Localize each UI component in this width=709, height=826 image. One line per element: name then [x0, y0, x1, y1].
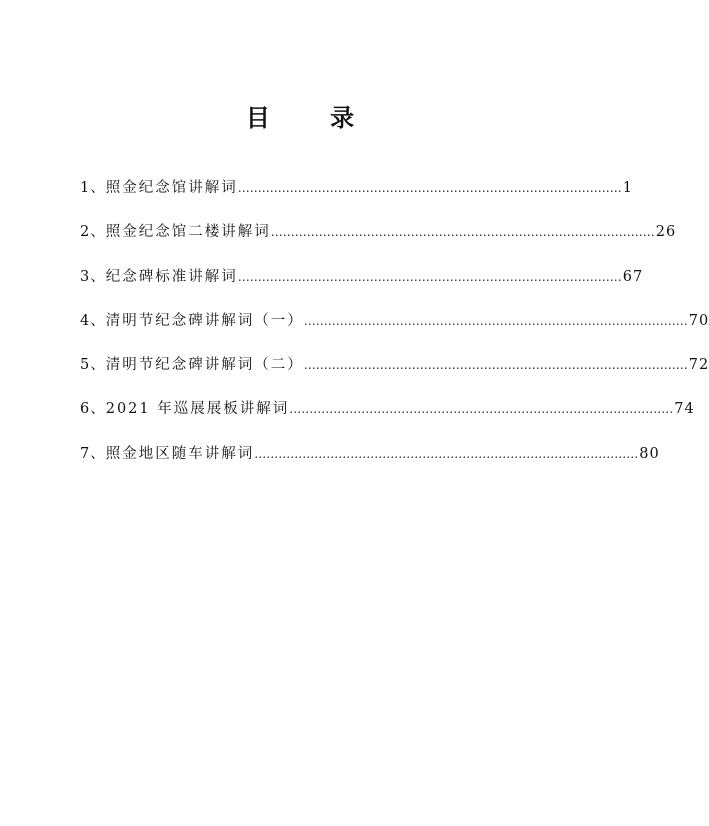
- toc-entry[interactable]: [80, 220, 677, 264]
- toc-entry-label: 2021 年巡展展板讲解词: [105, 401, 290, 418]
- toc-entry-number: 1、: [80, 180, 106, 196]
- toc-title: 目 录: [245, 104, 381, 132]
- toc-entry-label: 纪念碑标准讲解词: [105, 268, 238, 285]
- toc-entry[interactable]: [80, 442, 660, 486]
- table-of-contents: [80, 176, 709, 486]
- toc-entry-number: 5、: [80, 357, 106, 374]
- dot-leader: ……………………………………………………………………………………: [303, 358, 688, 373]
- toc-entry-number: 6、: [80, 401, 106, 418]
- toc-entry[interactable]: [80, 309, 709, 353]
- toc-entry-number: 2、: [80, 224, 106, 241]
- toc-entry-label: 清明节纪念碑讲解词（一）: [105, 312, 304, 329]
- toc-entry[interactable]: [80, 353, 709, 397]
- dot-leader: ……………………………………………………………………………………: [270, 225, 655, 240]
- dot-leader: ……………………………………………………………………………………: [237, 269, 622, 284]
- toc-entry-label: 照金纪念馆二楼讲解词: [105, 224, 271, 241]
- toc-entry-number: 7、: [80, 445, 106, 462]
- dot-leader: ……………………………………………………………………………………: [289, 402, 674, 417]
- dot-leader: ……………………………………………………………………………………: [254, 446, 639, 461]
- toc-entry-page: 74: [674, 401, 695, 418]
- toc-entry-number: 3、: [80, 268, 106, 285]
- toc-entry-label: 照金地区随车讲解词: [105, 445, 255, 462]
- toc-entry[interactable]: [80, 397, 695, 441]
- toc-entry[interactable]: [80, 265, 644, 309]
- dot-leader: ……………………………………………………………………………………: [237, 181, 622, 195]
- toc-entry-page: 26: [655, 224, 677, 241]
- toc-entry-page: 1: [622, 180, 633, 196]
- toc-entry-page: 80: [639, 445, 660, 462]
- toc-entry[interactable]: [80, 176, 633, 220]
- toc-entry-number: 4、: [80, 312, 106, 329]
- toc-entry-page: 70: [688, 312, 709, 329]
- toc-entry-label: 照金纪念馆讲解词: [105, 180, 238, 196]
- toc-entry-page: 67: [622, 268, 644, 285]
- toc-entry-label: 清明节纪念碑讲解词（二）: [105, 357, 304, 374]
- toc-entry-page: 72: [688, 357, 709, 374]
- dot-leader: ……………………………………………………………………………………: [303, 313, 688, 328]
